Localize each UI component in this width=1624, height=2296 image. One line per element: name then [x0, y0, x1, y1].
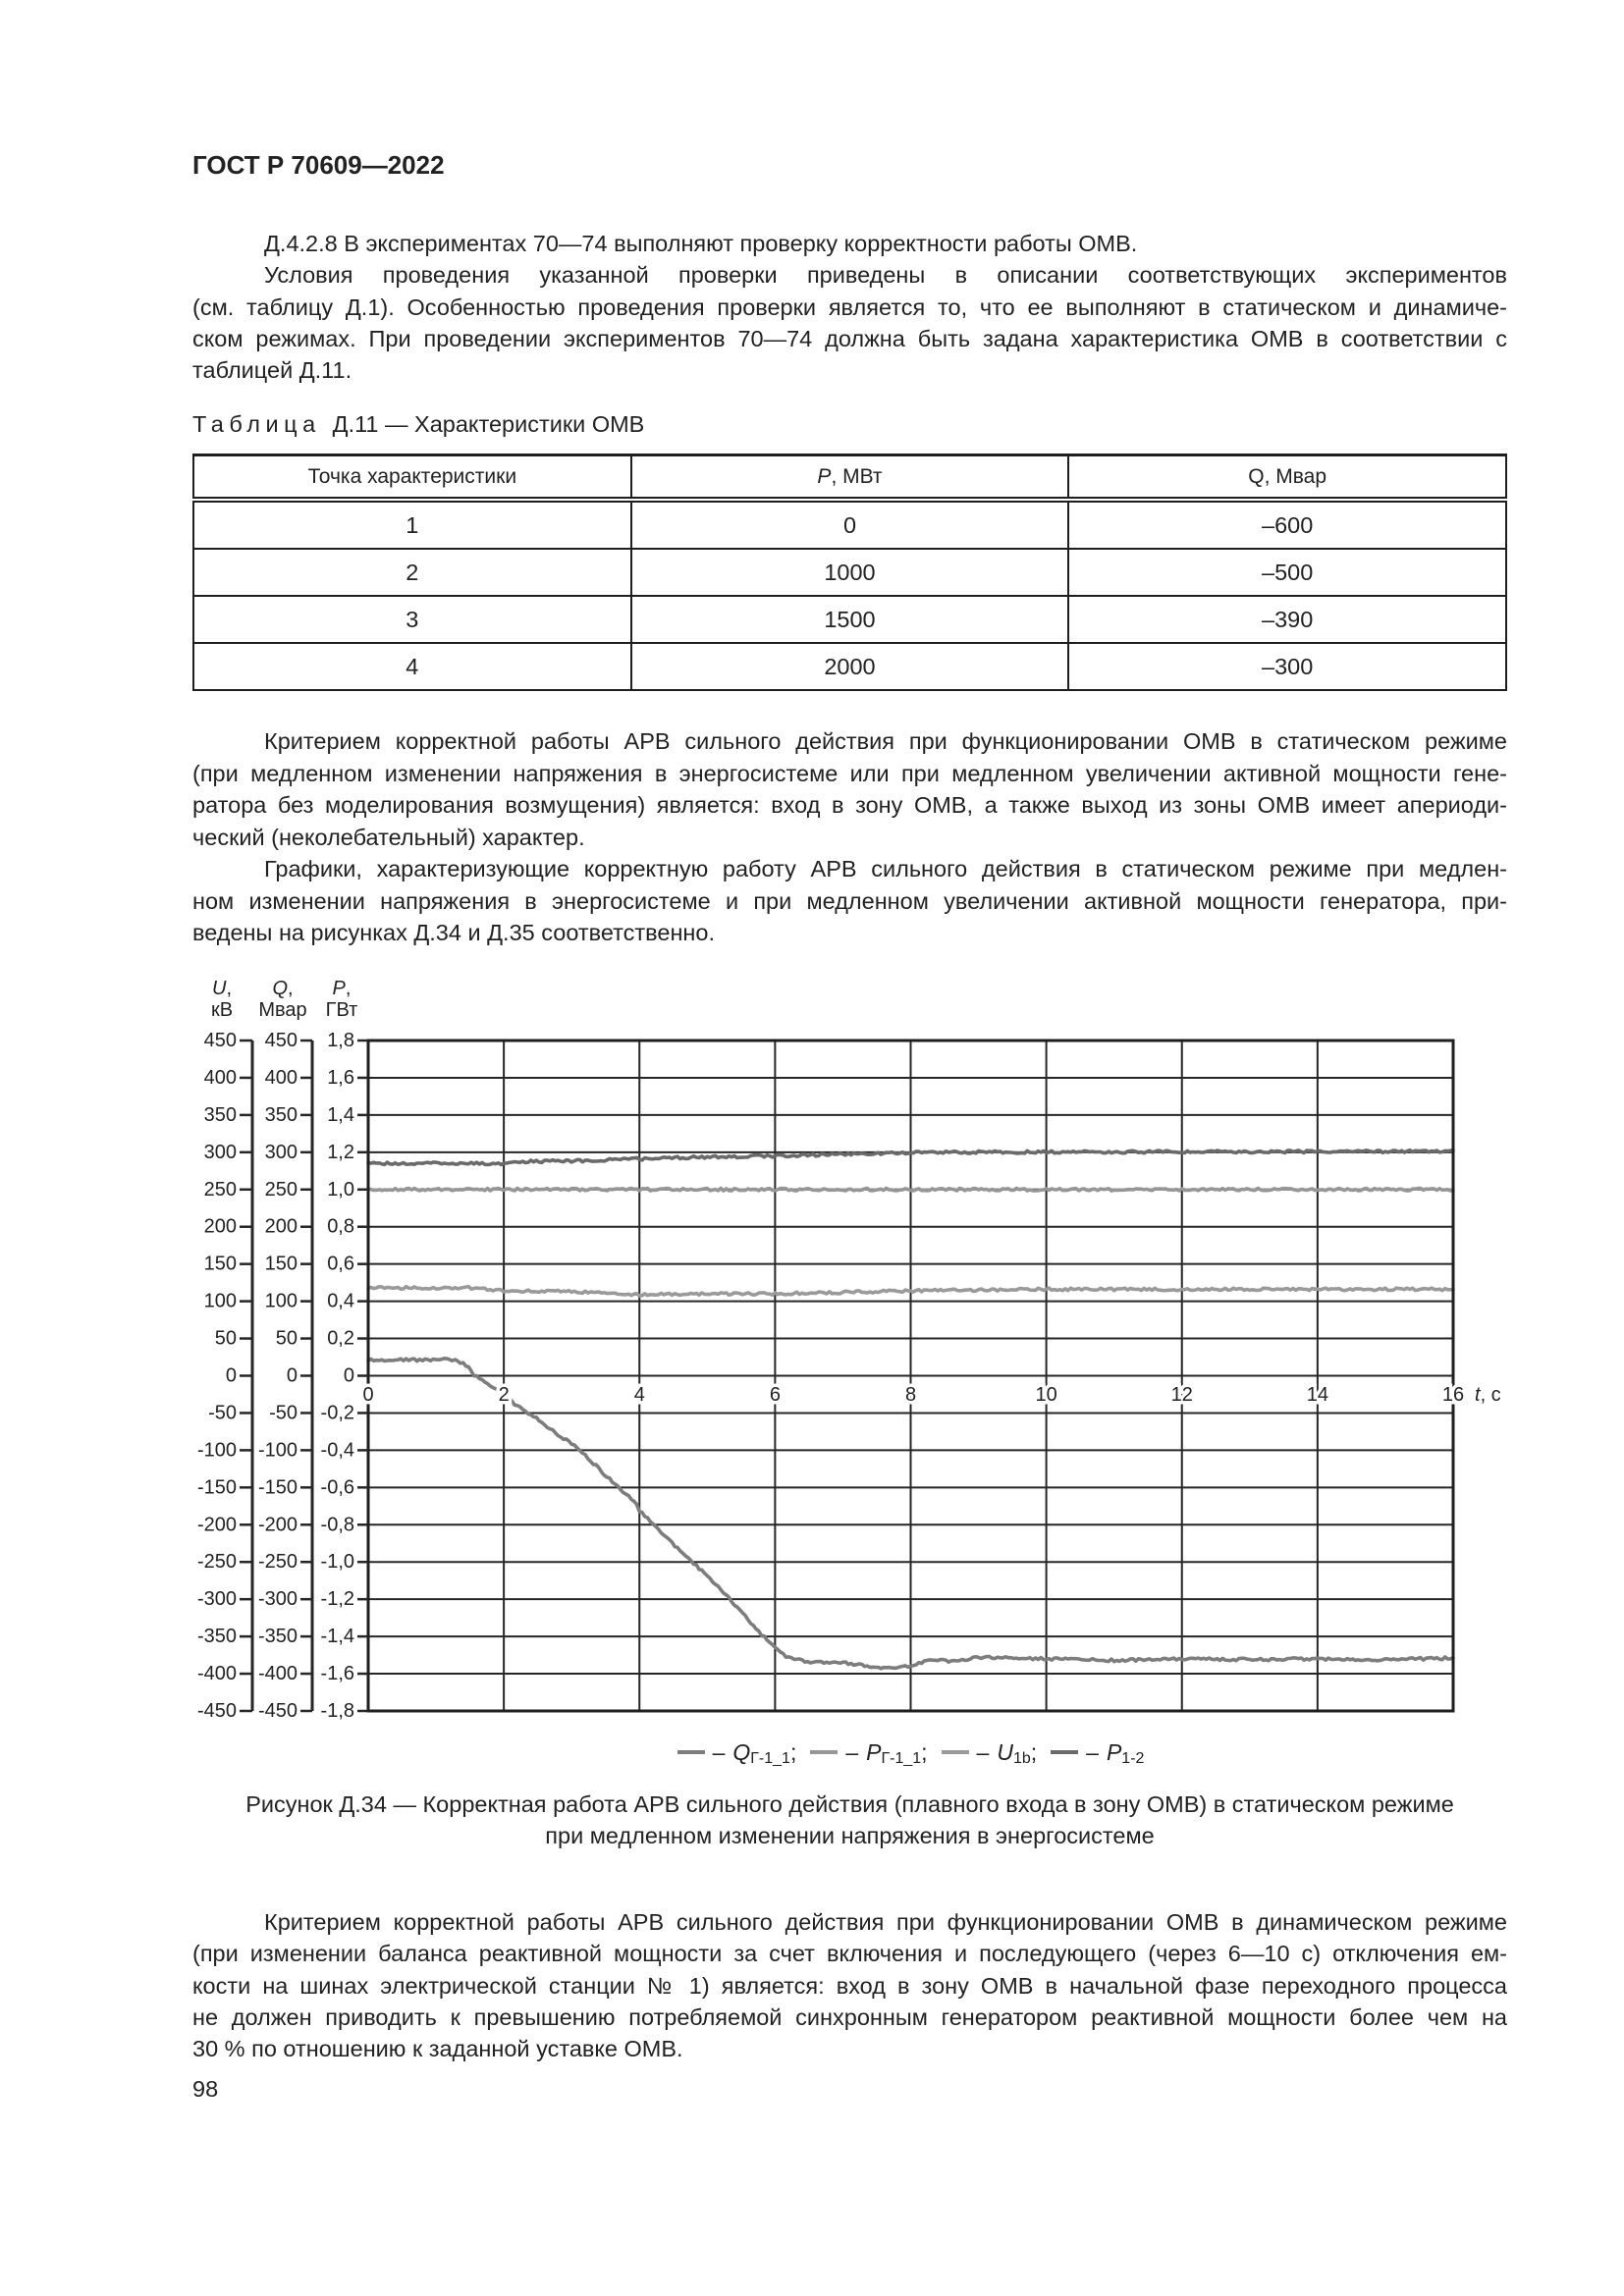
x-tick-label: 8 — [904, 1384, 917, 1406]
table-cell-p: 0 — [631, 500, 1069, 549]
y-axis-symbol: P — [332, 978, 346, 999]
y-tick-label-u: 300 — [203, 1141, 237, 1163]
y-tick-label-q: -350 — [257, 1626, 298, 1648]
column-header-point — [193, 455, 631, 501]
criteria-dynamic — [192, 1906, 1507, 2064]
table-row — [193, 643, 1506, 690]
y-tick-label-q: 250 — [264, 1178, 298, 1201]
legend-swatch — [810, 1750, 838, 1754]
y-tick-label-u: -400 — [196, 1663, 237, 1685]
table-cell-q: –300 — [1068, 643, 1506, 690]
y-tick-label-u: 250 — [203, 1178, 237, 1201]
document-designation: ГОСТ Р 70609—2022 — [192, 150, 445, 180]
column-header-symbol: Q — [1248, 464, 1265, 488]
legend-item — [677, 1739, 797, 1766]
paragraph-line: Критерием корректной работы АРВ сильного действия при функционировании ОМВ в динамическом режиме — [264, 1909, 1507, 1935]
paragraph-line: (см. таблицу Д.1). Особенностью проведения проверки является то, что ее выполняют в статическом и динамиче- — [192, 294, 1507, 320]
table-cell-q: –500 — [1068, 549, 1506, 596]
figure-d34-chart — [177, 972, 1551, 1728]
column-header-label: Точка характеристики — [307, 464, 517, 488]
legend-dash: – — [712, 1738, 726, 1765]
legend-swatch — [677, 1750, 705, 1754]
table-cell-p: 1000 — [631, 549, 1069, 596]
column-header-p — [631, 455, 1069, 501]
table-header-row — [193, 455, 1506, 501]
x-tick-label: 12 — [1170, 1384, 1193, 1406]
y-tick-label-u: 50 — [214, 1327, 237, 1350]
y-axis-symbol: Q — [272, 978, 288, 999]
chart-legend — [368, 1736, 1453, 1768]
table-row — [193, 549, 1506, 596]
y-tick-label-u: -300 — [196, 1588, 237, 1611]
y-tick-label-p: -1,4 — [320, 1626, 354, 1648]
paragraph-line: ческий (неколебательный) характер. — [192, 824, 585, 850]
y-axis-title-p — [333, 978, 352, 999]
y-tick-label-p: 0,8 — [327, 1215, 354, 1238]
legend-symbol: U — [997, 1738, 1013, 1765]
y-tick-label-u: 150 — [203, 1253, 237, 1275]
paragraph-line: ском режимах. При проведении экспериментов 70—74 должна быть задана характеристика ОМВ в соответствии с — [192, 325, 1507, 351]
paragraph-line: ведены на рисунках Д.34 и Д.35 соответственно. — [192, 920, 715, 945]
y-tick-label-u: -150 — [196, 1476, 237, 1499]
column-header-symbol: P — [817, 464, 832, 488]
table-caption-label: Таблица — [192, 411, 321, 437]
figure-caption — [192, 1789, 1507, 1851]
y-tick-label-u: -100 — [196, 1439, 237, 1462]
paragraph-line: таблицей Д.11. — [192, 357, 352, 384]
paragraph-line: Критерием корректной работы АРВ сильного действия при функционировании ОМВ в статическом режиме — [264, 728, 1507, 754]
y-tick-label-p: -1,0 — [320, 1551, 354, 1574]
legend-dash: – — [845, 1738, 859, 1765]
table-cell-q: –390 — [1068, 596, 1506, 643]
y-tick-label-u: -200 — [196, 1514, 237, 1536]
table-row — [193, 500, 1506, 549]
y-tick-label-p: 1,4 — [327, 1103, 354, 1126]
x-tick-label: 14 — [1306, 1384, 1328, 1406]
x-axis-unit: , с — [1480, 1384, 1501, 1406]
legend-item — [1051, 1739, 1144, 1766]
legend-symbol: P — [866, 1738, 882, 1765]
y-tick-label-q: 450 — [264, 1030, 298, 1051]
paragraph-line: Условия проведения указанной проверки приведены в описании соответствующих экспериментов — [264, 262, 1507, 289]
column-header-unit: , МВт — [831, 464, 883, 488]
y-tick-label-q: 400 — [264, 1066, 298, 1089]
chart-axes — [197, 978, 1501, 1722]
legend-item — [810, 1739, 927, 1766]
x-tick-label: 10 — [1035, 1384, 1057, 1406]
table-cell-point: 4 — [193, 643, 631, 690]
x-tick-label: 4 — [633, 1384, 645, 1406]
y-tick-label-u: -350 — [196, 1626, 237, 1648]
y-tick-label-u: 350 — [203, 1103, 237, 1126]
table-cell-point: 1 — [193, 500, 631, 549]
y-tick-label-q: 100 — [264, 1290, 298, 1312]
y-axis-unit-u: кВ — [210, 999, 234, 1021]
y-tick-label-p: 1,8 — [327, 1030, 354, 1051]
table-caption — [192, 408, 644, 440]
y-tick-label-p: -1,2 — [320, 1588, 354, 1611]
section-d428 — [192, 228, 1507, 386]
y-tick-label-p: 1,6 — [327, 1066, 354, 1089]
legend-symbol: Q — [732, 1738, 751, 1765]
y-axis-symbol: U — [211, 978, 227, 999]
y-tick-label-q: -50 — [269, 1402, 298, 1424]
chart-grid — [368, 1041, 1453, 1711]
y-tick-label-q: 300 — [264, 1141, 298, 1163]
x-tick-label: 2 — [498, 1384, 510, 1406]
paragraph-line: кости на шинах электрической станции № 1) является: вход в зону ОМВ в начальной фазе переходного процесса — [192, 1972, 1507, 1999]
legend-swatch — [1051, 1750, 1078, 1754]
paragraph-line: ном изменении напряжения в энергосистеме и при медленном увеличении активной мощности генератора, при- — [192, 887, 1507, 914]
y-tick-label-p: -0,4 — [320, 1439, 354, 1462]
paragraph-line: (при медленном изменении напряжения в энергосистеме или при медленном увеличении активной мощности гене- — [192, 760, 1507, 786]
y-axis-unit-q: Мвар — [258, 999, 307, 1021]
legend-subscript: Г-1_1 — [750, 1750, 790, 1767]
y-tick-label-q: -300 — [257, 1588, 298, 1611]
y-axis-separator: , — [288, 978, 294, 999]
y-tick-label-p: 0,6 — [327, 1253, 354, 1275]
legend-symbol: P — [1106, 1738, 1122, 1765]
legend-subscript: 1b — [1012, 1750, 1031, 1767]
paragraph-line: 30 % по отношению к заданной уставке ОМВ. — [192, 2036, 683, 2061]
legend-dash: – — [1086, 1738, 1099, 1765]
figure-caption-line: при медленном изменении напряжения в энергосистеме — [545, 1823, 1155, 1848]
y-tick-label-p: 0,4 — [327, 1290, 354, 1312]
y-tick-label-q: 0 — [286, 1364, 298, 1387]
y-tick-label-q: 350 — [264, 1103, 298, 1126]
y-tick-label-p: -0,2 — [320, 1402, 354, 1424]
y-axis-separator: , — [345, 978, 352, 999]
y-tick-label-p: -1,8 — [320, 1700, 354, 1722]
y-tick-label-u: 200 — [203, 1215, 237, 1238]
y-tick-label-u: -250 — [196, 1551, 237, 1574]
y-tick-label-p: 0 — [343, 1364, 354, 1387]
y-tick-label-q: -450 — [257, 1700, 298, 1722]
y-tick-label-q: -200 — [257, 1514, 298, 1536]
table-cell-point: 2 — [193, 549, 631, 596]
figure-caption-line: Рисунок Д.34 — Корректная работа АРВ сильного действия (плавного входа в зону ОМВ) в статическом режиме — [245, 1791, 1454, 1817]
y-tick-label-q: -100 — [257, 1439, 298, 1462]
legend-separator: ; — [1030, 1738, 1038, 1765]
y-tick-label-q: -250 — [257, 1551, 298, 1574]
y-tick-label-p: 1,0 — [327, 1178, 354, 1201]
page-number: 98 — [192, 2076, 219, 2102]
y-tick-label-q: -150 — [257, 1476, 298, 1499]
legend-item — [942, 1739, 1038, 1766]
y-tick-label-p: 1,2 — [327, 1141, 354, 1163]
x-axis-title — [1475, 1384, 1501, 1406]
y-tick-label-q: 150 — [264, 1253, 298, 1275]
legend-dash: – — [976, 1738, 990, 1765]
y-tick-label-u: 450 — [203, 1030, 237, 1051]
table-row — [193, 596, 1506, 643]
y-axis-unit-p: ГВт — [325, 999, 358, 1021]
y-tick-label-p: -1,6 — [320, 1663, 354, 1685]
paragraph-line: (при изменении баланса реактивной мощности за счет включения и последующего (через 6—10 с) отключения ем- — [192, 1941, 1507, 1967]
y-tick-label-q: 50 — [275, 1327, 298, 1350]
table-caption-text: Д.11 — Характеристики ОМВ — [332, 411, 645, 437]
legend-separator: ; — [789, 1738, 797, 1765]
y-tick-label-p: -0,8 — [320, 1514, 354, 1536]
x-tick-label: 6 — [769, 1384, 781, 1406]
omv-characteristics-table — [192, 454, 1507, 691]
y-axis-title-q — [272, 978, 293, 999]
column-header-q — [1068, 455, 1506, 501]
x-axis-symbol: t — [1475, 1384, 1481, 1406]
y-tick-label-u: 0 — [225, 1364, 237, 1387]
x-tick-label: 16 — [1441, 1384, 1465, 1406]
legend-subscript: 1-2 — [1121, 1750, 1145, 1767]
paragraph-line: не должен приводить к превышению потребляемой синхронным генератором реактивной мощности более чем на — [192, 2003, 1507, 2030]
legend-swatch — [942, 1750, 969, 1754]
y-tick-label-q: -400 — [257, 1663, 298, 1685]
y-tick-label-q: 200 — [264, 1215, 298, 1238]
paragraph-line: Графики, характеризующие корректную работу АРВ сильного действия в статическом режиме при медлен- — [264, 856, 1507, 881]
y-tick-label-u: -50 — [208, 1402, 237, 1424]
table-cell-p: 1500 — [631, 596, 1069, 643]
table-cell-p: 2000 — [631, 643, 1069, 690]
criteria-static — [192, 725, 1507, 949]
y-tick-label-u: 100 — [203, 1290, 237, 1312]
y-tick-label-p: -0,6 — [320, 1476, 354, 1499]
x-tick-label: 0 — [362, 1384, 374, 1406]
y-tick-label-p: 0,2 — [327, 1327, 354, 1350]
y-axis-title-u — [212, 978, 232, 999]
table-cell-point: 3 — [193, 596, 631, 643]
y-tick-label-u: -450 — [196, 1700, 237, 1722]
series-line-p-г-1-1 — [368, 1189, 1453, 1192]
column-header-unit: , Мвар — [1264, 464, 1327, 488]
y-tick-label-u: 400 — [203, 1066, 237, 1089]
legend-separator: ; — [921, 1738, 928, 1765]
paragraph-line: ратора без моделирования возмущения) является: вход в зону ОМВ, а также выход из зоны ОМВ имеет апериоди- — [192, 792, 1507, 818]
legend-subscript: Г-1_1 — [881, 1750, 922, 1767]
table-cell-q: –600 — [1068, 500, 1506, 549]
y-axis-separator: , — [226, 978, 233, 999]
paragraph-line: Д.4.2.8 В экспериментах 70—74 выполняют проверку корректности работы ОМВ. — [264, 231, 1138, 256]
